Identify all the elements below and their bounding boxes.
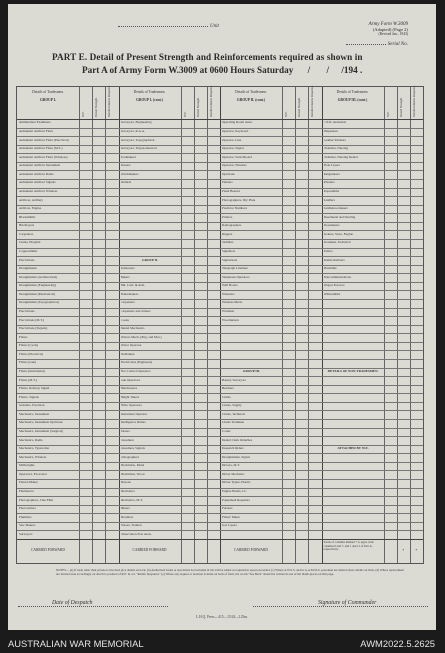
- table-row: Sheetmetal and Ducting: [323, 215, 356, 219]
- table-row: C.P.O. Assistants: [323, 121, 347, 125]
- totals-note: Totals of columns marked * to agree with columns 6 and 7, and 1 and 11 of Part A, respectively.: [323, 540, 374, 552]
- row-line: [17, 428, 423, 429]
- table-row: Fitters, Signals: [19, 395, 39, 399]
- table-row: Opticians: [222, 172, 235, 176]
- table-row: Storemen, Technical: [323, 241, 351, 245]
- row-line: [17, 196, 423, 197]
- posted-header: Posted Strength.: [195, 97, 200, 117]
- table-row: Clerks, Hospital: [19, 241, 41, 245]
- table-row: Armament Artificer Fitter: [19, 130, 54, 134]
- row-line: [17, 265, 423, 266]
- row-line: [17, 188, 423, 189]
- row-line: [17, 333, 423, 334]
- posted-header: Posted Strength.: [297, 97, 302, 117]
- table-row: Millwrights: [19, 464, 35, 468]
- table-row: Operators, Excavator: [19, 472, 48, 476]
- table-row: Artificer, Artillery: [19, 198, 44, 202]
- table-row: Well Borers: [222, 284, 238, 288]
- table-row: Armourers: [120, 267, 135, 271]
- table-row: Operator, Wireless: [222, 164, 247, 168]
- form-page: [8, 4, 436, 630]
- table-row: Clerks, Supply: [222, 404, 242, 408]
- we-header: W.E.: [81, 111, 85, 117]
- row-line: [17, 488, 423, 489]
- table-row: Driver Typist, Pharm.: [222, 481, 251, 485]
- table-row: Stokers, Store, Engine: [323, 232, 353, 236]
- table-row: Plumbers: [19, 515, 32, 519]
- table-row: Saddlers: [222, 241, 234, 245]
- star-marker: *: [415, 549, 418, 553]
- row-line: [17, 316, 423, 317]
- table-row: Operator, Line: [222, 138, 242, 142]
- table-row: Clerks Trainmen: [222, 421, 245, 425]
- table-row: Turners: [120, 164, 131, 168]
- table-row: Fitters' Mates: [222, 515, 240, 519]
- table-row: Joiners: [120, 430, 130, 434]
- table-row: Watchmakers: [120, 172, 139, 176]
- table-row: Nurses, Trained: [120, 524, 142, 528]
- table-row: Moulders: [120, 515, 134, 519]
- table-row: Photographers, Dry Plate: [222, 198, 256, 202]
- table-row: Woodturners: [222, 318, 239, 322]
- row-line: [17, 179, 423, 180]
- table-row: Blacksmiths: [19, 215, 36, 219]
- row-line: [17, 145, 423, 146]
- table-row: Radiographers: [222, 224, 242, 228]
- form-adapted: (Adapted) (Page 2): [372, 27, 408, 32]
- table-row: Carpenters: [120, 301, 135, 305]
- table-row: Surveyors, Trigonometrical: [120, 147, 157, 151]
- table-row: Toolmakers: [120, 155, 137, 159]
- carried-forward-label: CARRIED FORWARD: [132, 548, 167, 552]
- table-row: Cooks: [120, 318, 129, 322]
- form-revised: (Revised Jan., 1943): [378, 32, 408, 36]
- row-line: [17, 453, 423, 454]
- table-row: Pattern Maker: [19, 481, 38, 485]
- unit-label: Unit: [210, 24, 219, 29]
- row-line: [17, 205, 423, 206]
- row-line: [17, 445, 423, 446]
- table-row: Fitters (Instrument): [19, 370, 45, 374]
- row-line: [17, 350, 423, 351]
- table-row: Painters: [222, 181, 233, 185]
- carried-forward-label: CARRIED FORWARD: [30, 548, 66, 552]
- table-row: Fitters, Railway Signal: [19, 387, 50, 391]
- form-name: Army Form W.3009: [368, 22, 408, 27]
- table-row: Tinsmiths: [323, 267, 337, 271]
- table-row: Operating Room Assts.: [222, 121, 253, 125]
- table-row: Signwriters: [222, 258, 238, 262]
- row-line: [17, 213, 423, 214]
- table-row: Photographers, Cine Film: [19, 498, 53, 502]
- row-line: [17, 402, 423, 403]
- table-row: Mechanics: [120, 490, 135, 494]
- table-row: Bricklayers: [19, 224, 35, 228]
- table-row: Tailors: [323, 250, 333, 254]
- row-line: [17, 470, 423, 471]
- we-header: W.E.: [284, 111, 288, 117]
- row-line: [17, 222, 423, 223]
- table-row: Whitesmiths: [323, 292, 341, 296]
- part-e-title: [52, 52, 422, 75]
- serial-label: Serial No.: [387, 42, 408, 47]
- row-line: [17, 385, 423, 386]
- press-imprint: L.H.Q. Press—415—15/43—125m.: [195, 615, 248, 619]
- table-row: Surveyors, Engineering: [120, 121, 152, 125]
- table-row: Mechanics, Radio: [19, 438, 43, 442]
- table-row: Armament Artificer Wireless: [19, 190, 58, 194]
- row-line: [17, 282, 423, 283]
- group-header: GROUP II. (cont.): [236, 98, 266, 102]
- row-line: [17, 522, 423, 523]
- table-row: Surveyors, Topographical: [120, 138, 155, 142]
- table-row: Battery Surveyors: [222, 378, 246, 382]
- table-row: Driver Mechanic: [222, 472, 245, 476]
- table-row: Fitters: [19, 335, 28, 339]
- table-row: Electricians: [19, 258, 35, 262]
- table-row: Coppersmiths: [19, 250, 38, 254]
- row-line: [17, 248, 423, 249]
- table-row: Operator, Signal: [222, 147, 244, 151]
- table-row: Operator, Switchboard: [222, 155, 252, 159]
- table-row: Cooks: [222, 430, 231, 434]
- row-line: [17, 273, 423, 274]
- table-row: Electricians (Signals): [19, 327, 48, 331]
- unit-line: [118, 24, 219, 29]
- table-row: Gun Operators: [120, 378, 141, 382]
- table-row: Telecommunications: [323, 275, 351, 279]
- posted-header: Posted Strength.: [398, 97, 403, 117]
- table-row: Telephone Operators: [222, 275, 250, 279]
- table-row: Machinists, Wood: [120, 472, 145, 476]
- table-row: Draughtsmen, Signal: [222, 455, 250, 459]
- table-row: Armament Artificer Instrument: [19, 164, 61, 168]
- table-row: Linesmen, Signals: [120, 447, 145, 451]
- table-row: Engine Hands, I.C.: [222, 490, 248, 494]
- row-line: [17, 136, 423, 137]
- table-row: Textile Refitters: [323, 258, 345, 262]
- table-row: Wheelers: [222, 292, 235, 296]
- row-line: [17, 170, 423, 171]
- strength-table: [16, 86, 424, 564]
- table-row: Draughtsmen (Mechanical): [19, 292, 56, 296]
- table-row: Armament Artificer Fitter (Electrical): [19, 138, 69, 142]
- table-row: Mechanics, Instrument: [19, 412, 50, 416]
- table-row: Gas Layers: [222, 524, 237, 528]
- header-separator: [17, 119, 423, 120]
- table-row: Draughtsmen (Engineering): [19, 284, 56, 288]
- we-header: W.E.: [182, 111, 187, 117]
- table-row: Artificer, Engine: [19, 207, 42, 211]
- table-row: Boilermakers: [120, 292, 139, 296]
- table-row: Signallers: [222, 250, 236, 254]
- table-row: Armament Artificer Signals: [19, 181, 56, 185]
- serial-line: [346, 42, 408, 47]
- table-row: Dispensers: [323, 130, 338, 134]
- table-row: GROUP II.: [142, 258, 158, 262]
- table-row: Fitters (M.T.): [19, 378, 37, 382]
- trades-header: Details of Tradesmen.: [32, 90, 64, 94]
- table-row: Welders: [120, 181, 132, 185]
- signature-dotted-line: [253, 606, 428, 607]
- row-line: [17, 505, 423, 506]
- table-row: Lithographers: [120, 455, 139, 459]
- table-row: Mechanics, Wireless: [19, 455, 47, 459]
- row-line: [17, 513, 423, 514]
- row-line: [17, 393, 423, 394]
- reinf-header: Reinforcements Required.: [107, 85, 112, 117]
- table-row: Furriers: [222, 507, 233, 511]
- table-row: Wagon Erectors: [323, 284, 345, 288]
- table-row: Carpenters and Joiners: [120, 310, 151, 314]
- trades-header: Details of Tradesmen.: [133, 90, 166, 94]
- table-row: DETAILS OF NON-TRADESMEN.: [327, 370, 379, 374]
- table-row: Carpenters: [19, 232, 34, 236]
- table-row: Clerks, Technical: [222, 412, 245, 416]
- row-line: [17, 376, 423, 377]
- table-row: Dental Clerk Orderlies: [222, 438, 253, 442]
- table-row: Printers: [222, 215, 233, 219]
- table-row: Photowriters: [19, 507, 36, 511]
- row-line: [17, 325, 423, 326]
- trades-header: Details of Tradesmen.: [235, 90, 267, 94]
- table-row: Fitters (Electrical): [19, 352, 44, 356]
- reinf-header: Reinforcements Required.: [411, 85, 416, 117]
- table-row: Height Takers: [120, 395, 139, 399]
- row-line: [17, 342, 423, 343]
- table-row: Drivers, M.T.: [222, 464, 240, 468]
- table-row: Machinists, Metal: [120, 464, 145, 468]
- table-row: Leather Stitchers: [323, 138, 346, 142]
- row-line: [17, 419, 423, 420]
- table-row: Driver Operator: [120, 344, 142, 348]
- table-row: Instrument Operator: [120, 412, 148, 416]
- table-row: Draughtsmen: [19, 267, 37, 271]
- table-row: Hairdressers: [120, 387, 137, 391]
- trades-header: Details of Tradesmen.: [336, 90, 369, 94]
- row-line: [17, 368, 423, 369]
- table-row: Linesmen: [120, 438, 134, 442]
- posted-header: Posted Strength.: [94, 97, 99, 117]
- table-row: Butchers: [222, 387, 234, 391]
- group-header: GROUP I.: [40, 98, 56, 102]
- row-line: [17, 153, 423, 154]
- archive-caption-left: AUSTRALIAN WAR MEMORIAL: [8, 638, 144, 649]
- row-line: [17, 530, 423, 531]
- table-row: Electricians (M.T.): [19, 318, 44, 322]
- row-line: [17, 299, 423, 300]
- table-row: Despatch Riders: [222, 447, 244, 451]
- row-line: [17, 290, 423, 291]
- table-row: Clerks: [222, 395, 231, 399]
- notes: NOTES.—(a) If trade other than private is involved give details on back. (b) Authorised trades or specialists not included in list will be added as required in spaces provided. (c) Where A.W.S.S. and/or A.A.M.W.S. personnel are desired show details on back. (d) Where replacement not desired state accordingly on attach to position of R.E. in col. "Reinfs. Required." (e) Where any request or notation is made on back of form, the words "See Back" should be written in one of the blank spaces on this page.: [56, 568, 404, 577]
- table-row: Pharmacist: [19, 490, 34, 494]
- archive-caption-right: AWM2022.5.2625: [360, 638, 435, 649]
- signature-label: Signature of Commander: [318, 600, 377, 606]
- table-row: Bakers: [120, 275, 130, 279]
- table-row: Draftsmen: [120, 352, 135, 356]
- table-row: Orderlies, Nursing: [323, 147, 349, 151]
- row-line: [17, 410, 423, 411]
- table-row: Shoemakers: [323, 224, 340, 228]
- row-line: [17, 359, 423, 360]
- table-row: Grinders, Precision: [19, 404, 45, 408]
- table-row: Draughtsmen (Topographical): [19, 301, 59, 305]
- table-row: Ropesmiths: [323, 190, 340, 194]
- table-row: Fitters (Cycle): [19, 344, 39, 348]
- table-row: Wiremen: [222, 310, 235, 314]
- group-header: GROUP III. (cont.): [337, 98, 368, 102]
- table-row: Mechanics, Instrument (Surgical): [19, 430, 64, 434]
- title-line-2: Part A of Army Form W.3009 at 0600 Hours Saturday / / /194 .: [82, 65, 363, 75]
- table-row: Armament Artificer Radio: [19, 172, 54, 176]
- table-row: Mechanics, M.T.: [120, 498, 143, 502]
- table-row: Observation Post Assts.: [120, 532, 152, 536]
- table-row: Armament Artificer Fitter (Wireless): [19, 155, 68, 159]
- carried-forward-label: CARRIED FORWARD: [233, 548, 269, 552]
- table-row: Saw Makers: [19, 524, 36, 528]
- reinf-header: Reinforcements Required.: [310, 85, 315, 117]
- table-row: Riveters: [323, 181, 335, 185]
- table-row: Draughtsmen (Architectural): [19, 275, 58, 279]
- table-row: Drivers Mech. (Eng. and Mot.): [120, 335, 162, 339]
- reinf-header: Reinforcements Required.: [208, 85, 213, 117]
- row-line: [17, 496, 423, 497]
- table-row: Telegraph Linemen: [222, 267, 248, 271]
- table-row: Blk. Card. & Arm.: [120, 284, 146, 288]
- table-row: Fitters (Gun): [19, 361, 37, 365]
- table-row: Dental Mechanics: [120, 327, 145, 331]
- table-row: Wireless Mech.: [222, 301, 243, 305]
- row-line: [17, 308, 423, 309]
- table-row: Riggers: [222, 232, 233, 236]
- title-line-1: PART E. Detail of Present Strength and Reinforcements required as shown in: [52, 52, 363, 62]
- table-row: ATTACHED BY W.E.: [337, 447, 369, 451]
- table-row: Hollo Operators: [120, 404, 142, 408]
- row-line: [17, 239, 423, 240]
- row-line: [17, 230, 423, 231]
- table-row: Surveyors: [19, 532, 33, 536]
- date-dotted-line: [18, 606, 168, 607]
- we-header: W.E.: [385, 111, 390, 117]
- table-row: Saddlers: [323, 198, 335, 202]
- row-line: [17, 162, 423, 163]
- table-row: Rangetakers: [323, 172, 340, 176]
- star-marker: *: [402, 549, 405, 553]
- table-row: Saddletree makers: [323, 207, 348, 211]
- table-row: Intelligence Duties: [120, 421, 146, 425]
- row-line: [17, 436, 423, 437]
- row-line: [17, 256, 423, 257]
- table-row: Plate Layers: [323, 164, 340, 168]
- row-line: [17, 479, 423, 480]
- table-row: Masons: [120, 481, 131, 485]
- table-row: Operator, Keyboard: [222, 130, 249, 134]
- table-row: Miners: [120, 507, 130, 511]
- table-row: Surveyors, R.A.A.: [120, 130, 145, 134]
- group-header: GROUP I. (cont.): [136, 98, 163, 102]
- row-line: [17, 462, 423, 463]
- table-row: Electricians: [19, 310, 35, 314]
- table-row: Orderlies, Nursing Dental: [323, 155, 358, 159]
- row-line: [17, 128, 423, 129]
- table-row: Fire Control Operators: [120, 370, 151, 374]
- table-row: Ammunition Examiners: [19, 121, 51, 125]
- table-row: Mechanics, Typewriter: [19, 447, 50, 451]
- table-row: Armament Artificer Fitter (M.T.): [19, 147, 63, 151]
- table-row: Equipment Repairers: [222, 498, 250, 502]
- table-row: Predictor Numbers: [222, 207, 247, 211]
- table-row: Electricians (Engineers): [120, 361, 153, 365]
- table-row: GROUP III.: [242, 370, 261, 374]
- table-row: Mechanics, Instrument Opticians: [19, 421, 63, 425]
- table-row: Panel Beaters: [222, 190, 241, 194]
- date-of-despatch-label: Date of Despatch: [52, 600, 93, 606]
